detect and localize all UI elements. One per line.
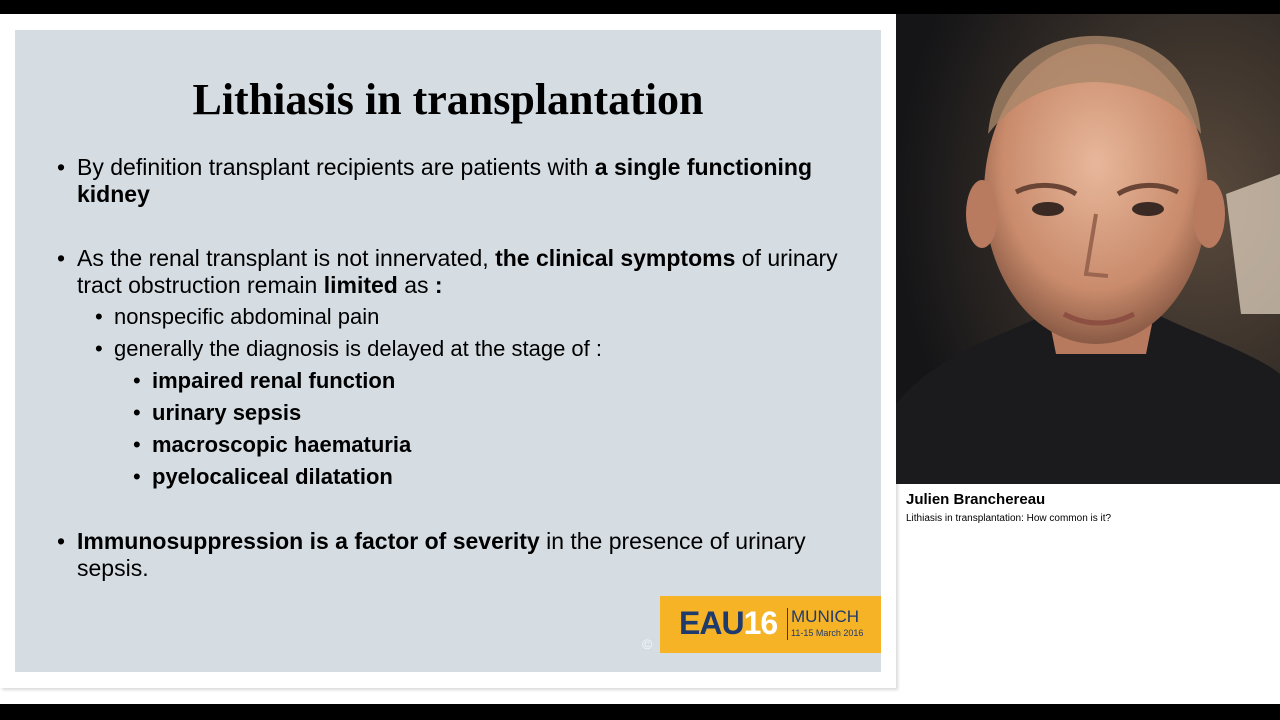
logo-year: 16 (743, 605, 778, 641)
copyright-symbol: © (642, 636, 653, 652)
talk-title: Lithiasis in transplantation: How common is it? (906, 513, 1112, 524)
bullet-bold-text: a single functioning kidney (77, 154, 813, 207)
logo-city: MUNICH (791, 607, 859, 626)
eau16-munich-logo (660, 596, 881, 653)
bullet-text: As the renal transplant is not innervated, (77, 245, 496, 271)
bullet-clinical-symptoms (57, 245, 857, 299)
sub-sub-bullet: • impaired renal function (57, 368, 857, 394)
bullet-text: By definition transplant recipients are patients with (77, 154, 595, 180)
bullet-single-kidney (57, 154, 857, 208)
sub-bullet: • nonspecific abdominal pain (57, 304, 857, 330)
bullet-text: of urinary tract obstruction remain (77, 245, 838, 298)
bottom-letterbox-bar (0, 704, 1280, 720)
logo-dates: 11-15 March 2016 (791, 628, 864, 638)
bullet-immunosuppression (57, 528, 857, 582)
sub-sub-bullet: • macroscopic haematuria (57, 432, 857, 458)
bullet-list (57, 154, 857, 582)
sub-sub-bullet: • urinary sepsis (57, 400, 857, 426)
bullet-text: as (397, 272, 435, 298)
speaker-portrait-illustration (896, 14, 1280, 484)
sub-bullet: • generally the diagnosis is delayed at the stage of : (57, 336, 857, 362)
bullet-bold-text: the clinical symptoms (495, 245, 736, 271)
top-letterbox-bar (0, 0, 1280, 14)
presentation-slide (15, 30, 881, 672)
logo-eau-letters: EAU (679, 605, 744, 641)
bullet-text: in the presence of urinary sepsis. (77, 528, 806, 581)
bullet-bold-text: Immunosuppression is a factor of severity (77, 528, 540, 554)
slide-frame (0, 14, 896, 688)
sub-sub-bullet: • pyelocaliceal dilatation (57, 464, 857, 490)
bullet-bold-text: : (434, 272, 443, 298)
speaker-video-portrait (896, 14, 1280, 484)
bullet-bold-text: limited (323, 272, 398, 298)
logo-divider (787, 608, 788, 640)
logo-eau-text (679, 605, 777, 642)
slide-title: Lithiasis in transplantation (192, 75, 704, 124)
speaker-name: Julien Branchereau (906, 491, 1046, 508)
